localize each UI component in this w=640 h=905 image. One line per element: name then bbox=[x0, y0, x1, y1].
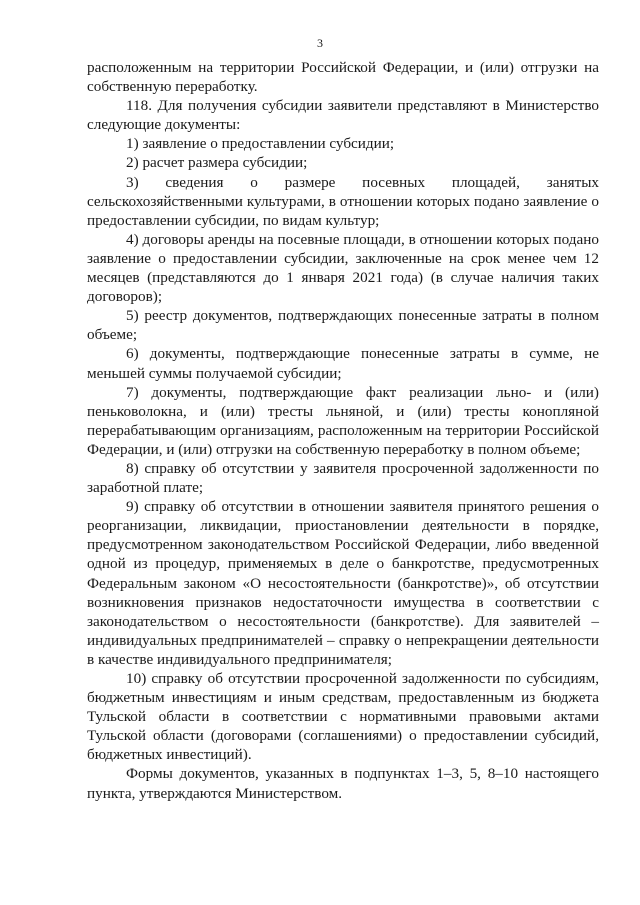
list-item-5: 5) реестр документов, подтверждающих понесенные затраты в полном объеме; bbox=[87, 307, 599, 344]
list-item-10: 10) справку об отсутствии просроченной задолженности по субсидиям, бюджетным инвестициям и иным средствам, предоставленным из бюджета Тульской области в соответствии с нормативными правовыми актами Тульской области (договорами (соглашениями) о предоставлении субсидий, бюджетных инвестиций). bbox=[87, 670, 599, 764]
list-item-8: 8) справку об отсутствии у заявителя просроченной задолженности по заработной плате; bbox=[87, 459, 599, 497]
list-item-1: 1) заявление о предоставлении субсидии; bbox=[126, 135, 395, 153]
paragraph-118-intro: 118. Для получения субсидии заявители представляют в Министерство следующие документы: bbox=[87, 97, 599, 134]
page-number: 3 bbox=[317, 36, 323, 50]
document-body bbox=[87, 58, 599, 803]
list-item-7: 7) документы, подтверждающие факт реализации льно- и (или) пеньковолокна, и (или) тресты льняной, и (или) тресты конопляной перерабатывающим организациям, расположенным на территории Российской Федерации, и (или) отгрузки на собственную переработку в полном объеме; bbox=[87, 383, 599, 458]
closing-paragraph: Формы документов, указанных в подпунктах 1–3, 5, 8–10 настоящего пункта, утверждаются Министерством. bbox=[87, 765, 599, 802]
list-item-3: 3) сведения о размере посевных площадей, занятых сельскохозяйственными культурами, в отношении которых подано заявление о предоставлении субсидии, по видам культур; bbox=[87, 173, 599, 229]
list-item-9: 9) справку об отсутствии в отношении заявителя принятого решения о реорганизации, ликвидации, приостановлении деятельности в порядке, предусмотренном законодательством Российской Федерации, либо введенной одной из процедур, применяемых в деле о банкротстве, предусмотренных Федеральным законом «О несостоятельности (банкротстве)», об отсутствии возникновения признаков недостаточности имущества в соответствии с законодательством о несостоятельности (банкротстве). Для заявителей – индивидуальных предпринимателей – справку о непрекращении деятельности в качестве индивидуального предпринимателя; bbox=[87, 498, 599, 668]
list-item-4: 4) договоры аренды на посевные площади, в отношении которых подано заявление о предоставлении субсидии, заключенные на срок менее чем 12 месяцев (представляются до 1 января 2021 года) (в случае наличия таких договоров); bbox=[87, 230, 599, 306]
paragraph-continuation: расположенным на территории Российской Федерации, и (или) отгрузки на собственную переработку. bbox=[87, 59, 599, 96]
list-item-6: 6) документы, подтверждающие понесенные затраты в сумме, не меньшей суммы получаемой субсидии; bbox=[87, 345, 599, 382]
list-item-2: 2) расчет размера субсидии; bbox=[126, 154, 308, 172]
